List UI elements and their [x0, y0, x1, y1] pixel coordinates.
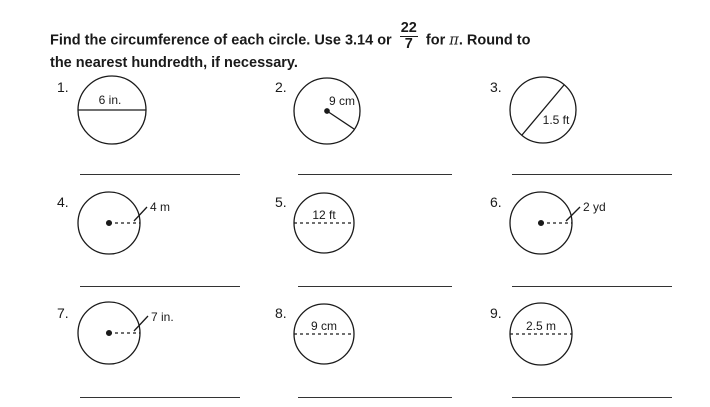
circle-label-6: 2 yd [583, 200, 606, 214]
problem-number-4: 4. [57, 194, 69, 210]
instructions-text-c: . Round to [458, 32, 531, 49]
problem-number-9: 9. [490, 305, 502, 321]
circle-figure-4 [78, 192, 147, 254]
problem-number-6: 6. [490, 194, 502, 210]
problem-number-8: 8. [275, 305, 287, 321]
circle-label-8: 9 cm [310, 319, 338, 333]
circle-figure-5 [294, 193, 354, 253]
circle-label-2: 9 cm [328, 94, 356, 108]
circle-figure-6 [510, 192, 580, 254]
circle-figure-2 [294, 78, 360, 144]
problem-number-3: 3. [490, 79, 502, 95]
fraction-denominator: 7 [404, 36, 413, 52]
pi-symbol: π [449, 32, 459, 49]
circle-label-1: 6 in. [98, 93, 122, 107]
circle-figure-3 [510, 77, 576, 143]
problem-number-1: 1. [57, 79, 69, 95]
circle-label-7: 7 in. [151, 310, 174, 324]
circle-figure-8 [294, 304, 354, 364]
fraction-numerator: 22 [400, 20, 417, 36]
problem-number-5: 5. [275, 194, 287, 210]
circle-figure-1 [78, 76, 146, 144]
instructions-line-2: the nearest hundredth, if necessary. [50, 55, 298, 71]
instructions-text-a: Find the circumference of each circle. Use 3.14 or [50, 32, 392, 49]
circle-label-3: 1.5 ft [542, 113, 570, 127]
instructions-text-b: for [425, 32, 446, 49]
circle-label-9: 2.5 m [525, 319, 557, 333]
problem-number-7: 7. [57, 305, 69, 321]
circle-label-4: 4 m [150, 200, 171, 214]
circle-figure-9 [510, 303, 572, 365]
circle-figure-7 [78, 302, 148, 364]
circle-label-5: 12 ft [312, 208, 336, 222]
problem-number-2: 2. [275, 79, 287, 95]
